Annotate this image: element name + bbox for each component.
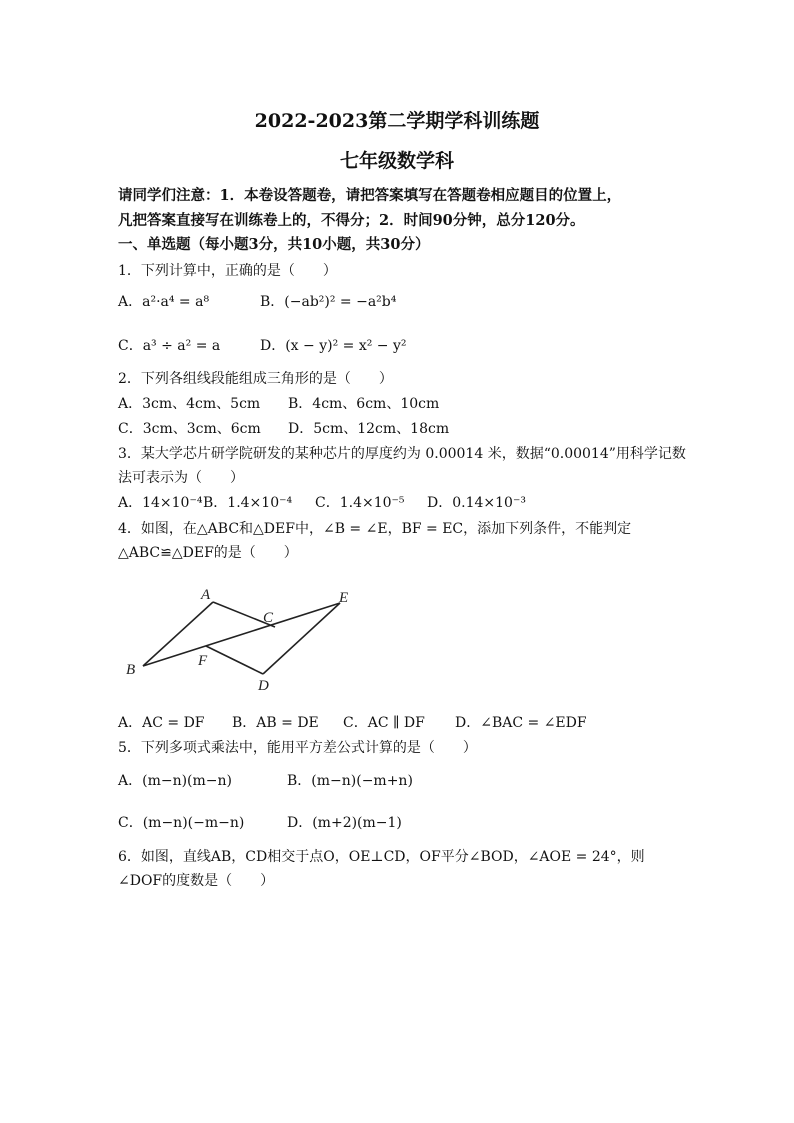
q4-option-a: A．AC = DF	[118, 715, 205, 731]
q2-stem: 2．下列各组线段能组成三角形的是（ ）	[118, 371, 393, 387]
q1-option-a: A．a²·a⁴ = a⁸	[118, 294, 210, 310]
q3-stem-line-1: 3．某大学芯片研学院研发的某种芯片的厚度约为 0.00014 米，数据“0.00014”用科学记数	[118, 446, 686, 462]
q5-option-c: C．(m−n)(−m−n)	[118, 815, 245, 831]
label-b: B	[126, 662, 136, 678]
label-d: D	[258, 678, 269, 694]
notice-line-2: 凡把答案直接写在训练卷上的，不得分；2．时间90分钟，总分120分。	[118, 212, 585, 229]
section-heading: 一、单选题（每小题3分，共10小题，共30分）	[118, 236, 430, 253]
q5-option-a: A．(m−n)(m−n)	[118, 773, 233, 789]
q5-option-d: D．(m+2)(m−1)	[287, 815, 402, 831]
q1-option-d: D．(x − y)² = x² − y²	[260, 338, 407, 354]
q5-option-b: B．(m−n)(−m+n)	[287, 773, 413, 789]
q4-option-c: C．AC ∥ DF	[343, 715, 425, 731]
q4-figure	[118, 580, 378, 700]
segment-ed	[263, 603, 340, 674]
q2-option-d: D．5cm、12cm、18cm	[288, 421, 450, 437]
label-c: C	[263, 610, 274, 626]
segment-be	[143, 603, 340, 666]
label-f: F	[198, 653, 208, 669]
q3-stem-line-2: 法可表示为（ ）	[118, 470, 244, 486]
label-a: A	[201, 587, 211, 603]
q6-stem-line-2: ∠DOF的度数是（ ）	[118, 873, 275, 889]
q2-option-b: B．4cm、6cm、10cm	[288, 396, 440, 412]
q3-option-c: C．1.4×10⁻⁵	[315, 495, 405, 511]
q2-option-c: C．3cm、3cm、6cm	[118, 421, 261, 437]
q2-option-a: A．3cm、4cm、5cm	[118, 396, 261, 412]
exam-title: 2022-2023第二学期学科训练题	[254, 110, 540, 132]
notice-line-1: 请同学们注意：1．本卷设答题卷，请把答案填写在答题卷相应题目的位置上，	[118, 187, 622, 204]
label-e: E	[339, 590, 349, 606]
q4-stem-line-2: △ABC≌△DEF的是（ ）	[118, 545, 298, 561]
q4-option-b: B．AB = DE	[232, 715, 319, 731]
q1-stem: 1．下列计算中，正确的是（ ）	[118, 263, 337, 279]
q6-stem-line-1: 6．如图，直线AB，CD相交于点O，OE⊥CD，OF平分∠BOD，∠AOE = 24°，则	[118, 849, 645, 865]
q3-option-a: A．14×10⁻⁴	[118, 495, 203, 511]
exam-subtitle: 七年级数学科	[339, 150, 454, 172]
q3-option-d: D．0.14×10⁻³	[427, 495, 526, 511]
q3-option-b: B．1.4×10⁻⁴	[203, 495, 293, 511]
q1-option-c: C．a³ ÷ a² = a	[118, 338, 221, 354]
q1-option-b: B．(−ab²)² = −a²b⁴	[260, 294, 397, 310]
q4-stem-line-1: 4．如图，在△ABC和△DEF中，∠B = ∠E，BF = EC，添加下列条件，不能判定	[118, 521, 632, 537]
q5-stem: 5．下列多项式乘法中，能用平方差公式计算的是（ ）	[118, 740, 477, 756]
segment-df	[206, 646, 263, 674]
q4-option-d: D．∠BAC = ∠EDF	[455, 715, 587, 731]
